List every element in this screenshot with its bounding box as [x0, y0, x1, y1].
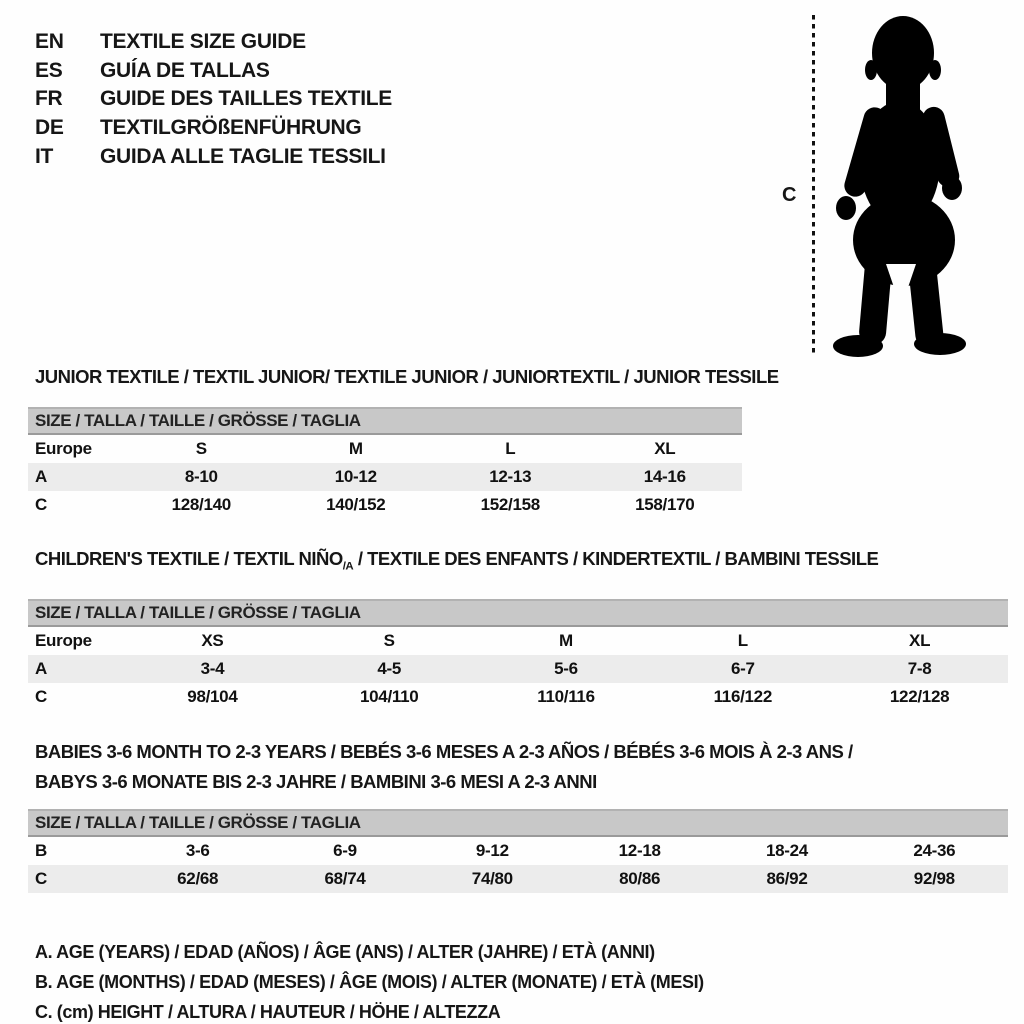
table-row-age-months — [28, 836, 1008, 865]
size-cell: 86/92 — [766, 868, 808, 888]
footnote-a: A. AGE (YEARS) / EDAD (AÑOS) / ÂGE (ANS) / ALTER (JAHRE) / ETÀ (ANNI) — [35, 941, 655, 962]
lang-row-en — [35, 28, 392, 57]
table-row-height — [28, 491, 742, 519]
size-cell: M — [559, 630, 573, 650]
babies-size-table — [28, 809, 1008, 893]
children-size-table — [28, 599, 1008, 711]
row-label: C — [35, 495, 47, 514]
table-row-age — [28, 463, 742, 491]
heading-subscript: /A — [342, 560, 354, 573]
size-cell: 122/128 — [889, 686, 950, 706]
section-heading-children — [35, 548, 1024, 578]
size-table-header: SIZE / TALLA / TAILLE / GRÖSSE / TAGLIA — [28, 600, 1008, 626]
table-header-row — [28, 600, 1008, 626]
height-label-c: C — [782, 184, 797, 206]
heading-text: / TEXTILE DES ENFANTS / KINDERTEXTIL / BAMBINI TESSILE — [353, 548, 879, 569]
size-cell: 92/98 — [913, 868, 955, 888]
size-cell: XL — [654, 439, 676, 458]
size-cell: 104/110 — [359, 686, 419, 706]
table-header-row — [28, 810, 1008, 836]
lang-row-it — [35, 142, 392, 171]
footnote-b: B. AGE (MONTHS) / EDAD (MESES) / ÂGE (MOIS) / ALTER (MONATE) / ETÀ (MESI) — [35, 971, 704, 992]
row-label: C — [35, 686, 47, 706]
size-cell: 152/158 — [480, 495, 540, 514]
language-title-block — [35, 28, 392, 171]
row-label: A — [35, 658, 47, 678]
section-heading-babies — [35, 737, 1024, 797]
table-row-height — [28, 865, 1008, 893]
figure-baby — [770, 8, 985, 370]
table-header-row — [28, 408, 742, 434]
size-cell: 12-18 — [618, 840, 661, 860]
size-cell: 140/152 — [326, 495, 386, 514]
lang-code: FR — [35, 87, 63, 111]
size-cell: 24-36 — [913, 840, 956, 860]
size-cell: 10-12 — [334, 467, 377, 486]
row-label: Europe — [35, 439, 92, 458]
lang-title: GUIDE DES TAILLES TEXTILE — [100, 87, 392, 111]
size-cell: 74/80 — [471, 868, 513, 888]
lang-code: IT — [35, 144, 54, 168]
size-cell: XL — [909, 630, 931, 650]
junior-size-table — [28, 407, 742, 519]
size-cell: 62/68 — [177, 868, 219, 888]
footnotes — [35, 937, 1024, 1024]
lang-title: GUÍA DE TALLAS — [100, 58, 270, 82]
size-cell: 7-8 — [907, 658, 932, 678]
table-row-europe — [28, 626, 1008, 655]
tables-content — [0, 366, 1024, 1024]
size-cell: 4-5 — [377, 658, 402, 678]
lang-code: EN — [35, 30, 64, 54]
size-cell: S — [195, 439, 207, 458]
size-cell: 18-24 — [765, 840, 808, 860]
size-cell: 5-6 — [554, 658, 578, 678]
size-cell: L — [505, 439, 516, 458]
size-cell: 80/86 — [619, 868, 661, 888]
size-cell: 8-10 — [184, 467, 218, 486]
size-cell: 3-6 — [185, 840, 210, 860]
lang-title: GUIDA ALLE TAGLIE TESSILI — [100, 144, 386, 168]
size-cell: 12-13 — [489, 467, 532, 486]
lang-title: TEXTILE SIZE GUIDE — [100, 30, 306, 54]
footnote-c: C. (cm) HEIGHT / ALTURA / HAUTEUR / HÖHE / ALTEZZA — [35, 1001, 501, 1022]
size-cell: 9-12 — [475, 840, 509, 860]
size-cell: S — [383, 630, 395, 650]
row-label: A — [35, 467, 47, 486]
size-cell: 14-16 — [643, 467, 686, 486]
height-measure-line — [812, 15, 815, 357]
table-row-height — [28, 683, 1008, 711]
lang-row-de — [35, 114, 392, 143]
size-table-header: SIZE / TALLA / TAILLE / GRÖSSE / TAGLIA — [28, 810, 1008, 836]
lang-code: ES — [35, 58, 63, 82]
size-cell: 68/74 — [324, 868, 366, 888]
heading-text: CHILDREN'S TEXTILE / TEXTIL NIÑO — [35, 548, 343, 569]
toddler-silhouette-icon — [828, 8, 978, 368]
lang-title: TEXTILGRÖßENFÜHRUNG — [100, 116, 362, 140]
section-heading-junior: JUNIOR TEXTILE / TEXTIL JUNIOR/ TEXTILE JUNIOR / JUNIORTEXTIL / JUNIOR TESSILE — [35, 366, 779, 387]
heading-line-2: BABYS 3-6 MONATE BIS 2-3 JAHRE / BAMBINI 3-6 MESI A 2-3 ANNI — [35, 770, 597, 792]
size-cell: 6-9 — [333, 840, 357, 860]
lang-row-es — [35, 57, 392, 86]
size-cell: M — [348, 439, 363, 458]
table-row-europe — [28, 434, 742, 463]
size-cell: 158/170 — [635, 495, 695, 514]
size-cell: 98/104 — [187, 686, 238, 706]
size-cell: 3-4 — [200, 658, 225, 678]
size-cell: 6-7 — [730, 658, 755, 678]
size-cell: 116/122 — [713, 686, 772, 706]
size-table-header: SIZE / TALLA / TAILLE / GRÖSSE / TAGLIA — [28, 408, 742, 434]
size-cell: 128/140 — [171, 495, 231, 514]
lang-row-fr — [35, 85, 392, 114]
heading-line-1: BABIES 3-6 MONTH TO 2-3 YEARS / BEBÉS 3-6 MESES A 2-3 AÑOS / BÉBÉS 3-6 MOIS À 2-3 ANS / — [35, 740, 853, 762]
row-label: Europe — [35, 630, 92, 650]
lang-code: DE — [35, 116, 64, 140]
size-cell: L — [737, 630, 748, 650]
table-row-age — [28, 655, 1008, 683]
row-label: B — [35, 840, 47, 860]
size-cell: XS — [201, 630, 224, 650]
size-cell: 110/116 — [537, 686, 595, 706]
row-label: C — [35, 868, 47, 888]
